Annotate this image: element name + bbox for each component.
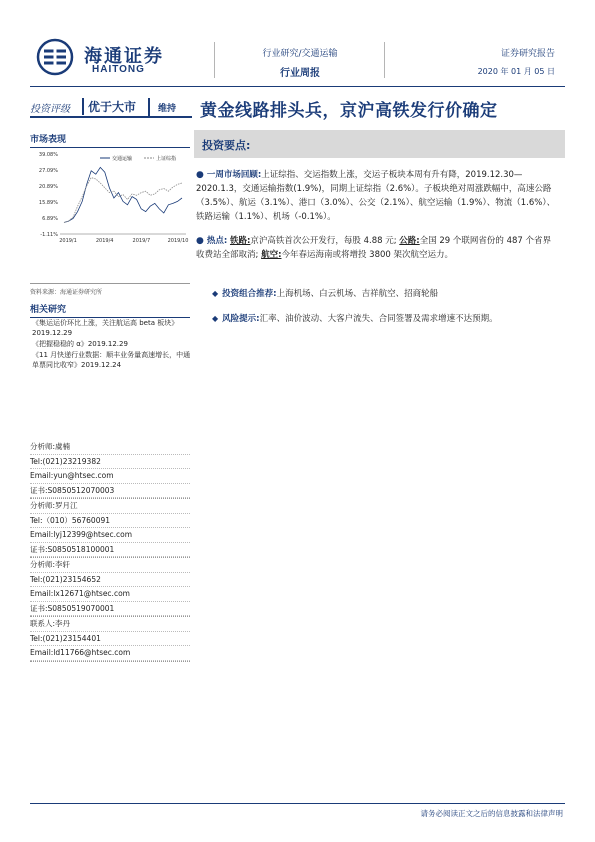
weekly-review xyxy=(196,168,556,224)
analyst-tel: Tel:(021)23154652 xyxy=(30,573,190,588)
key-points-header xyxy=(194,130,565,158)
market-performance-chart xyxy=(30,148,190,248)
brand-name-en: HAITONG xyxy=(92,64,145,75)
y-tick-label: 20.89% xyxy=(38,184,58,190)
market-section xyxy=(30,130,190,148)
rail-label: 铁路: xyxy=(229,236,251,246)
weekly-review-text: 上证综指、交运指数上涨，交运子板块本周有升有降，2019.12.30—2020.1.3，交通运输指数(1.9%)，同期上证综指（2.6%）。子板块绝对周涨跌幅中，高速公路（3.5%）、航运（3.1%）、港口（3.0%）、公交（2.1%）、航空运输（1.9%）、物流（1.6%）、铁路运输（1.1%）、机场（-0.1%）。 xyxy=(196,170,556,222)
analyst-email[interactable]: Email:yun@htsec.com xyxy=(30,469,190,484)
brand-name-cn: 海通证券 xyxy=(84,46,164,67)
y-tick-label: 39.08% xyxy=(38,152,58,158)
related-item[interactable]: 《把握稳稳的 α》2019.12.29 xyxy=(32,340,128,348)
analyst-card xyxy=(30,558,190,617)
analyst-cert: 证书:S0850518100001 xyxy=(30,543,190,558)
risk-lead: 风险提示: xyxy=(222,314,260,324)
analyst-name: 分析师:虞楠 xyxy=(30,440,190,455)
x-tick-label: 2019/10 xyxy=(167,238,189,244)
diamond-bullet-icon: ◆ xyxy=(212,289,219,298)
analyst-name: 分析师:李轩 xyxy=(30,558,190,573)
chart-source: 资料来源：海通证券研究所 xyxy=(30,283,190,296)
footer-disclaimer: 请务必阅读正文之后的信息披露和法律声明 xyxy=(420,809,563,818)
legend-label: 上证综指 xyxy=(156,156,177,162)
analyst-name: 分析师:罗月江 xyxy=(30,499,190,514)
weekly-review-lead: 一周市场回顾: xyxy=(206,170,262,180)
analyst-cert: 证书:S0850512070003 xyxy=(30,484,190,499)
report-type: 行业周报 xyxy=(280,68,320,79)
legend-label: 交通运输 xyxy=(112,156,133,162)
analyst-tel: Tel:(021)23219382 xyxy=(30,455,190,470)
rating-label: 投资评级 xyxy=(30,104,70,115)
risk-warning xyxy=(212,312,552,326)
analyst-card xyxy=(30,617,190,662)
related-item[interactable]: 《11 月快递行业数据：顺丰业务量高速增长，中通单票同比收窄》2019.12.24 xyxy=(32,351,191,369)
diamond-bullet-icon: ◆ xyxy=(212,314,219,323)
analyst-email[interactable]: Email:lyj12399@htsec.com xyxy=(30,528,190,543)
bullet-icon: ● xyxy=(196,236,204,246)
x-tick-label: 2019/1 xyxy=(59,238,77,244)
analyst-card xyxy=(30,499,190,558)
analyst-email[interactable]: Email:lx12671@htsec.com xyxy=(30,587,190,602)
related-research-list xyxy=(32,318,192,371)
risk-text: 汇率、油价波动、大客户流失、合同签署及需求增速不达预期。 xyxy=(259,314,498,324)
analyst-contacts xyxy=(30,440,190,662)
air-label: 航空: xyxy=(261,250,282,260)
analyst-tel: Tel:(021)23154401 xyxy=(30,632,190,647)
related-research-title: 相关研究 xyxy=(30,302,190,318)
air-text: 今年春运海南或将增投 3800 架次航空运力。 xyxy=(281,250,454,260)
rating-value: 优于大市 xyxy=(82,98,136,115)
series-line-1 xyxy=(64,178,182,223)
bullet-icon: ● xyxy=(196,170,204,180)
report-category: 行业研究/交通运输 xyxy=(262,49,338,59)
report-kind: 证券研究报告 xyxy=(500,49,555,59)
market-section-title: 市场表现 xyxy=(30,130,190,148)
portfolio-lead: 投资组合推荐: xyxy=(222,289,277,299)
key-points-title: 投资要点: xyxy=(202,139,251,152)
haitong-logo xyxy=(36,38,74,76)
portfolio-text: 上海机场、白云机场、吉祥航空、招商轮船 xyxy=(276,289,439,299)
analyst-card xyxy=(30,440,190,499)
report-header xyxy=(0,0,595,92)
report-date: 2020 年 01 月 05 日 xyxy=(477,67,555,76)
header-divider xyxy=(384,42,385,78)
rating-status: 维持 xyxy=(158,104,177,114)
road-label: 公路: xyxy=(399,236,420,246)
header-divider xyxy=(214,42,215,78)
related-item[interactable]: 《集运运价环比上涨，关注航运高 beta 板块》2019.12.29 xyxy=(32,319,179,337)
x-tick-label: 2019/4 xyxy=(95,238,114,244)
y-tick-label: 6.89% xyxy=(42,216,58,222)
analyst-email[interactable]: Email:ld11766@htsec.com xyxy=(30,646,190,661)
rating-divider xyxy=(148,98,150,116)
header-rule xyxy=(30,86,565,87)
portfolio-recommendation xyxy=(212,287,552,301)
road-text: 全国 29 个联网省份的 487 个省界收费站全部取消; xyxy=(196,236,552,260)
y-tick-label: 27.09% xyxy=(38,168,58,174)
analyst-cert: 证书:S0850519070001 xyxy=(30,602,190,617)
chart-svg xyxy=(30,148,190,248)
hotspot-lead: 热点: xyxy=(206,236,228,246)
footer-rule xyxy=(30,803,565,804)
report-title: 黄金线路排头兵，京沪高铁发行价确定 xyxy=(200,101,498,121)
y-tick-label: 15.89% xyxy=(38,200,58,206)
x-tick-label: 2019/7 xyxy=(132,238,151,244)
analyst-tel: Tel:（010）56760091 xyxy=(30,514,190,529)
analyst-name: 联系人:李丹 xyxy=(30,617,190,632)
rail-text: 京沪高铁首次公开发行，每股 4.88 元; xyxy=(250,236,397,246)
hotspot xyxy=(196,234,556,262)
y-tick-label: -1.11% xyxy=(40,232,58,238)
investment-rating xyxy=(30,96,192,118)
